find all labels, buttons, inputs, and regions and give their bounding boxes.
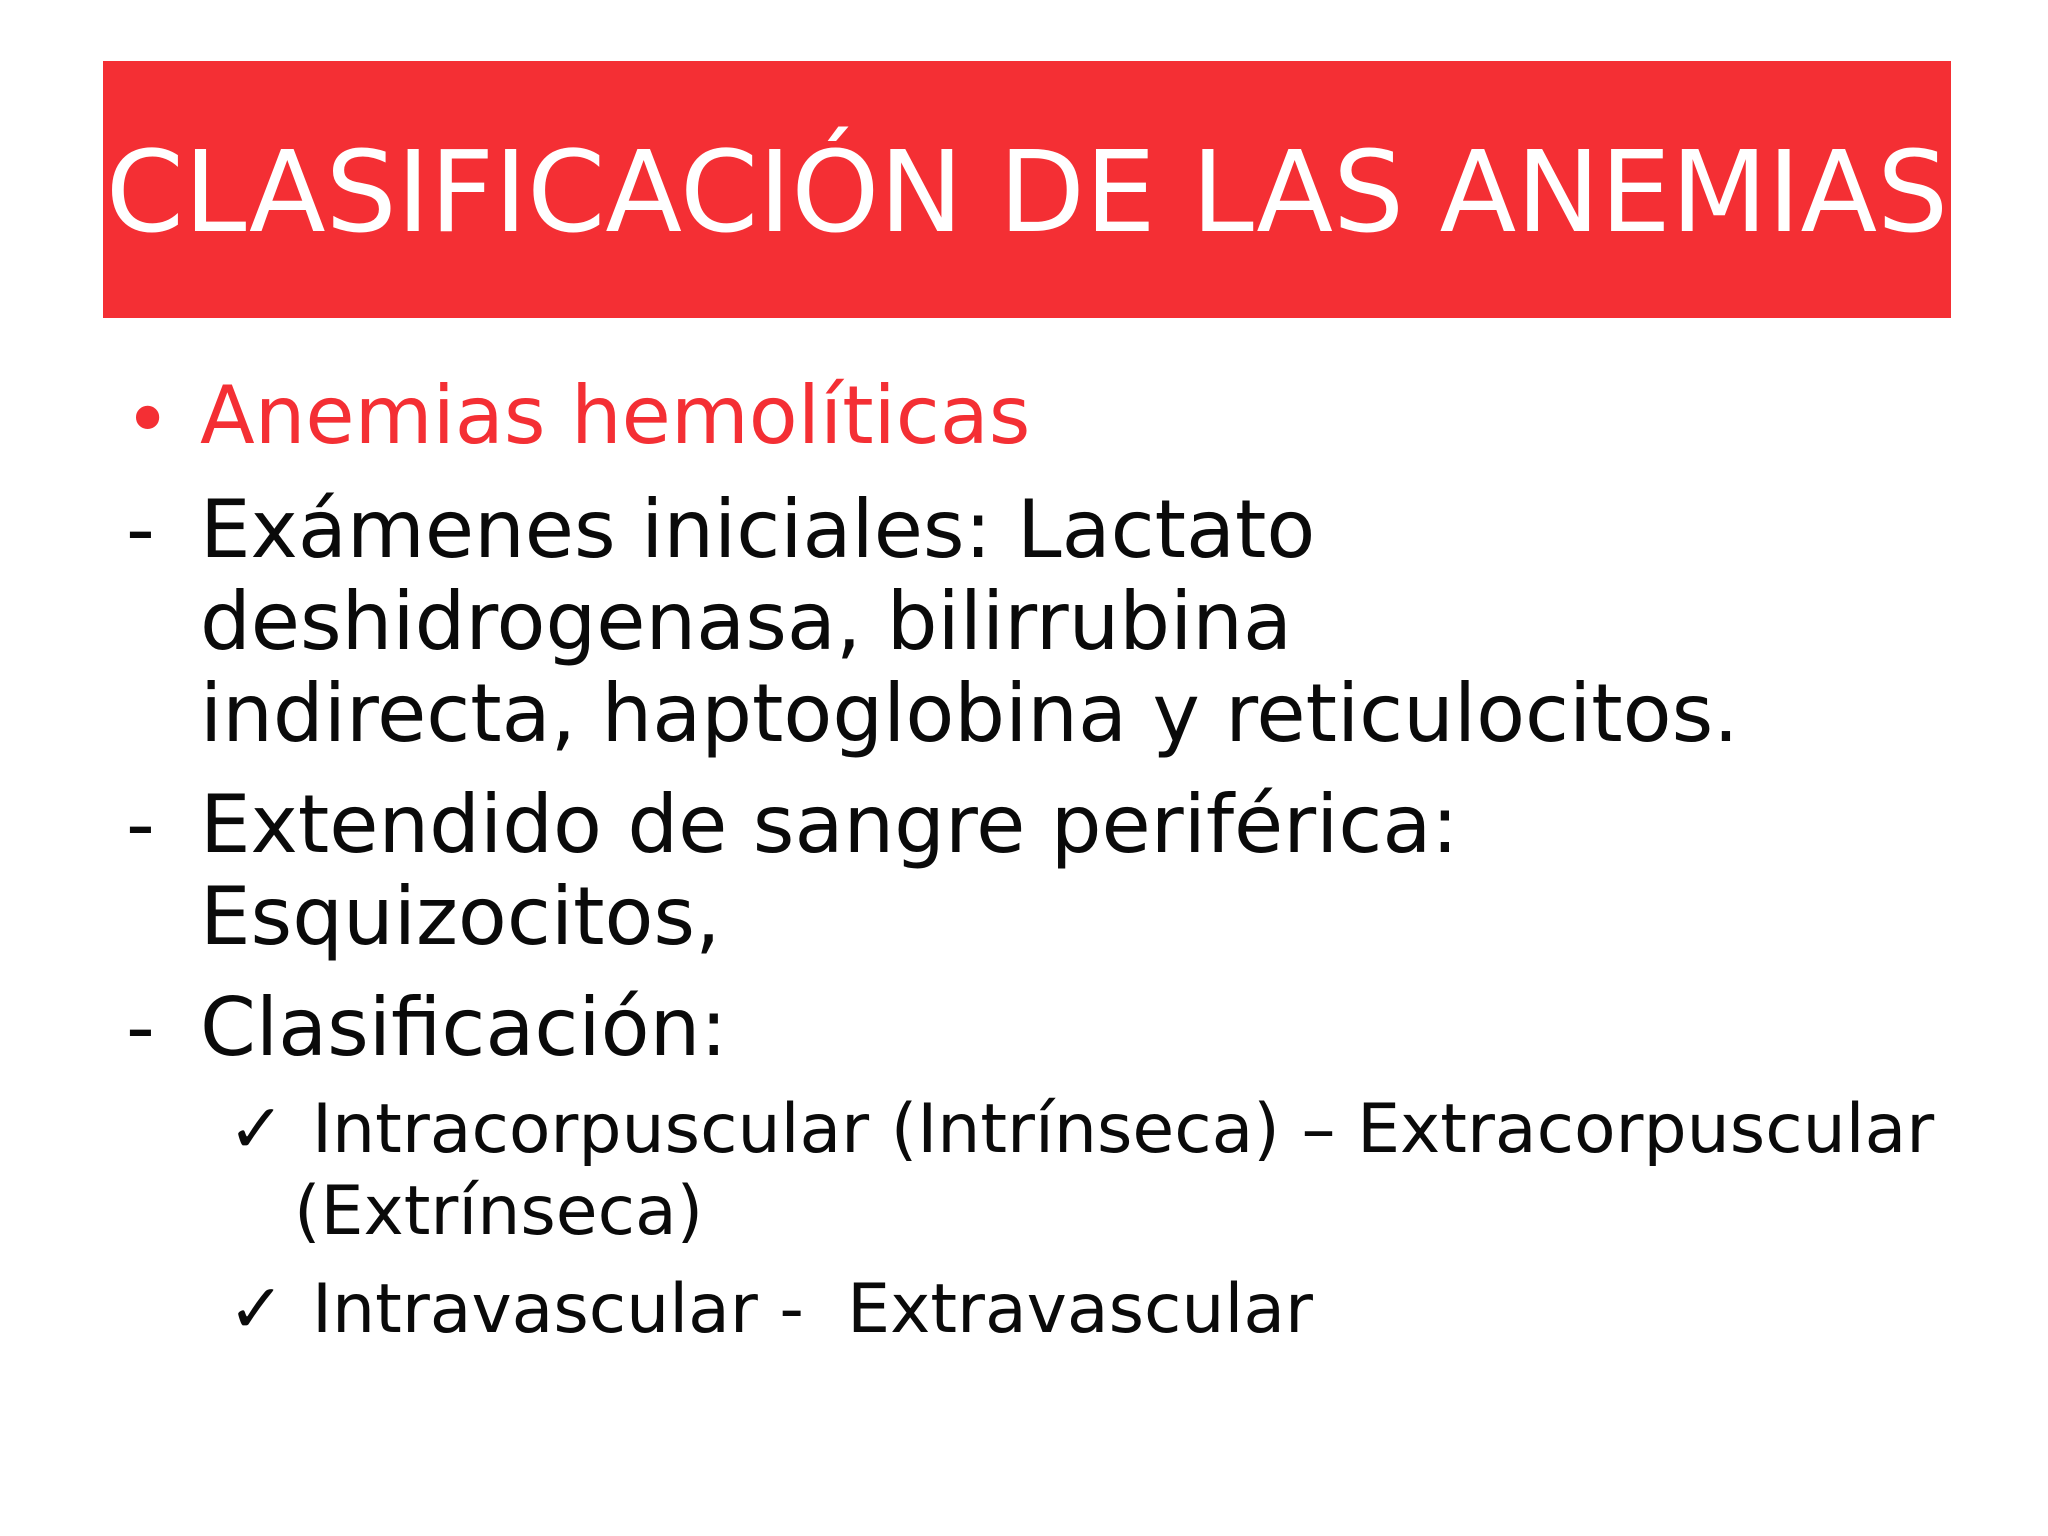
bullet-heading-text: Anemias hemolíticas [200, 369, 1031, 462]
list-item-line: Clasificación: [200, 981, 728, 1074]
list-item-line: Exámenes iniciales: Lactato [200, 483, 1316, 576]
bullet-marker: • [124, 373, 172, 466]
list-item-line: indirecta, haptoglobina y reticulocitos. [200, 667, 1739, 760]
list-item-line: deshidrogenasa, bilirrubina [200, 575, 1293, 668]
check-icon: ✓ [228, 1090, 285, 1169]
title-banner [103, 61, 1951, 318]
sub-item-line: Intravascular - Extravascular [312, 1270, 1314, 1349]
sub-item-line: Intracorpuscular (Intrínseca) – Extracorpuscular [312, 1090, 1935, 1169]
list-item-line: Extendido de sangre periférica: [200, 778, 1459, 871]
dash-marker: - [126, 778, 155, 871]
dash-marker: - [126, 981, 155, 1074]
list-item-line: Esquizocitos, [200, 870, 721, 963]
check-icon: ✓ [228, 1270, 285, 1349]
slide-title: CLASIFICACIÓN DE LAS ANEMIAS [105, 127, 1949, 258]
dash-marker: - [126, 483, 155, 576]
sub-item-line: (Extrínseca) [294, 1172, 704, 1251]
